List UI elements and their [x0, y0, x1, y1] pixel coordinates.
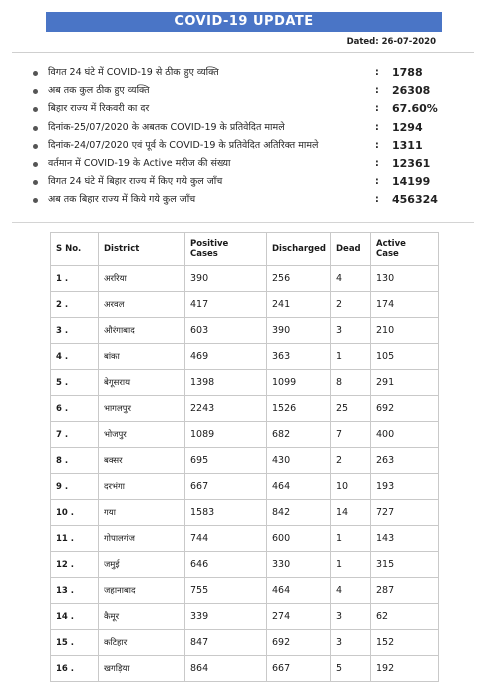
cell-discharged: 256 — [267, 266, 331, 292]
summary-colon: : — [375, 121, 379, 133]
cell-sno: 6 . — [51, 396, 99, 422]
cell-discharged: 464 — [267, 578, 331, 604]
cell-sno: 7 . — [51, 422, 99, 448]
table-body — [51, 266, 439, 682]
cell-positive: 1583 — [185, 500, 267, 526]
table-row — [51, 474, 439, 500]
summary-value: 1788 — [392, 66, 423, 79]
summary-item — [30, 64, 450, 82]
cell-active: 193 — [371, 474, 439, 500]
cell-active: 263 — [371, 448, 439, 474]
cell-active: 315 — [371, 552, 439, 578]
cell-dead: 8 — [331, 370, 371, 396]
table-row — [51, 630, 439, 656]
summary-item — [30, 82, 450, 100]
cell-positive: 1398 — [185, 370, 267, 396]
cell-district: बक्सर — [99, 448, 185, 474]
summary-colon: : — [375, 67, 379, 78]
table-row — [51, 448, 439, 474]
cell-discharged: 363 — [267, 344, 331, 370]
cell-dead: 25 — [331, 396, 371, 422]
cell-dead: 4 — [331, 578, 371, 604]
cell-dead: 3 — [331, 318, 371, 344]
cell-discharged: 241 — [267, 292, 331, 318]
cell-sno: 14 . — [51, 604, 99, 630]
cell-discharged: 842 — [267, 500, 331, 526]
table-row — [51, 344, 439, 370]
cell-active: 210 — [371, 318, 439, 344]
header-line: Cases — [190, 249, 218, 259]
cell-dead: 7 — [331, 422, 371, 448]
cell-discharged: 1099 — [267, 370, 331, 396]
table-row — [51, 578, 439, 604]
bullet-icon — [33, 198, 38, 203]
cell-positive: 864 — [185, 656, 267, 682]
cell-discharged: 330 — [267, 552, 331, 578]
cell-sno: 12 . — [51, 552, 99, 578]
summary-colon: : — [375, 194, 379, 206]
cell-district: औरंगाबाद — [99, 318, 185, 344]
summary-item — [30, 173, 450, 191]
cell-district: गया — [99, 500, 185, 526]
bullet-icon — [33, 162, 38, 167]
cell-positive: 469 — [185, 344, 267, 370]
summary-label: वर्तमान में COVID-19 के Active मरीज की संख्या — [48, 157, 231, 169]
district-table — [50, 232, 439, 682]
cell-dead: 1 — [331, 552, 371, 578]
cell-sno: 2 . — [51, 292, 99, 318]
summary-value: 12361 — [392, 156, 431, 170]
summary-item — [30, 137, 450, 155]
cell-discharged: 1526 — [267, 396, 331, 422]
bullet-icon — [33, 180, 38, 185]
summary-colon: : — [375, 157, 379, 169]
cell-positive: 603 — [185, 318, 267, 344]
column-header-district: District — [99, 233, 185, 266]
cell-active: 62 — [371, 604, 439, 630]
bullet-icon — [33, 89, 38, 94]
divider-middle — [12, 222, 474, 223]
cell-sno: 16 . — [51, 656, 99, 682]
cell-district: अररिया — [99, 266, 185, 292]
cell-sno: 5 . — [51, 370, 99, 396]
cell-district: बेगूसराय — [99, 370, 185, 396]
cell-active: 152 — [371, 630, 439, 656]
cell-active: 143 — [371, 526, 439, 552]
cell-positive: 667 — [185, 474, 267, 500]
column-header-positive — [185, 233, 267, 266]
divider-top — [12, 52, 474, 53]
dated-label: Dated: 26-07-2020 — [346, 37, 436, 47]
summary-item — [30, 155, 450, 173]
cell-discharged: 390 — [267, 318, 331, 344]
cell-district: खगड़िया — [99, 656, 185, 682]
cell-dead: 10 — [331, 474, 371, 500]
table-row — [51, 500, 439, 526]
cell-discharged: 682 — [267, 422, 331, 448]
cell-active: 291 — [371, 370, 439, 396]
cell-positive: 390 — [185, 266, 267, 292]
cell-sno: 9 . — [51, 474, 99, 500]
cell-positive: 744 — [185, 526, 267, 552]
summary-colon: : — [375, 85, 379, 97]
summary-item — [30, 191, 450, 209]
summary-value: 1311 — [392, 138, 423, 152]
column-header-discharged: Discharged — [267, 233, 331, 266]
cell-active: 727 — [371, 500, 439, 526]
cell-discharged: 667 — [267, 656, 331, 682]
cell-positive: 417 — [185, 292, 267, 318]
cell-active: 287 — [371, 578, 439, 604]
header-line: Active — [376, 239, 406, 249]
cell-discharged: 464 — [267, 474, 331, 500]
column-header-dead: Dead — [331, 233, 371, 266]
table-header-row — [51, 233, 439, 266]
summary-item — [30, 100, 450, 118]
summary-label: दिनांक-25/07/2020 के अबतक COVID-19 के प्रतिवेदित मामले — [48, 121, 285, 133]
summary-colon: : — [375, 139, 379, 151]
cell-active: 400 — [371, 422, 439, 448]
cell-positive: 339 — [185, 604, 267, 630]
summary-label: अब तक बिहार राज्य में किये गये कुल जाँच — [48, 194, 196, 206]
cell-sno: 1 . — [51, 266, 99, 292]
cell-sno: 4 . — [51, 344, 99, 370]
cell-district: कटिहार — [99, 630, 185, 656]
cell-sno: 10 . — [51, 500, 99, 526]
header-line: Positive — [190, 239, 229, 249]
cell-active: 174 — [371, 292, 439, 318]
bullet-icon — [33, 126, 38, 131]
cell-discharged: 274 — [267, 604, 331, 630]
cell-dead: 14 — [331, 500, 371, 526]
cell-positive: 847 — [185, 630, 267, 656]
cell-active: 130 — [371, 266, 439, 292]
cell-sno: 8 . — [51, 448, 99, 474]
table-row — [51, 396, 439, 422]
cell-dead: 2 — [331, 448, 371, 474]
summary-item — [30, 119, 450, 137]
cell-district: भोजपुर — [99, 422, 185, 448]
cell-district: भागलपुर — [99, 396, 185, 422]
cell-district: कैमूर — [99, 604, 185, 630]
cell-positive: 2243 — [185, 396, 267, 422]
cell-discharged: 600 — [267, 526, 331, 552]
bullet-icon — [33, 107, 38, 112]
cell-district: गोपालगंज — [99, 526, 185, 552]
cell-dead: 1 — [331, 344, 371, 370]
cell-positive: 646 — [185, 552, 267, 578]
cell-dead: 5 — [331, 656, 371, 682]
header-line: Case — [376, 249, 399, 259]
table-row — [51, 422, 439, 448]
cell-district: दरभंगा — [99, 474, 185, 500]
summary-label: अब तक कुल ठीक हुए व्यक्ति — [48, 85, 150, 97]
cell-dead: 3 — [331, 630, 371, 656]
cell-sno: 13 . — [51, 578, 99, 604]
summary-label: विगत 24 घंटे में COVID-19 से ठीक हुए व्यक्ति — [48, 67, 219, 78]
table-row — [51, 370, 439, 396]
bullet-icon — [33, 144, 38, 149]
summary-colon: : — [375, 103, 379, 115]
summary-label: दिनांक-24/07/2020 एवं पूर्व के COVID-19 के प्रतिवेदित अतिरिक्त मामले — [48, 139, 319, 151]
cell-active: 692 — [371, 396, 439, 422]
cell-positive: 755 — [185, 578, 267, 604]
summary-label: विगत 24 घंटे में बिहार राज्य में किए गये कुल जाँच — [48, 176, 223, 188]
table-row — [51, 656, 439, 682]
cell-discharged: 692 — [267, 630, 331, 656]
cell-district: बांका — [99, 344, 185, 370]
column-header-active — [371, 233, 439, 266]
cell-sno: 15 . — [51, 630, 99, 656]
table-row — [51, 526, 439, 552]
summary-colon: : — [375, 176, 379, 188]
summary-label: बिहार राज्य में रिकवरी का दर — [48, 103, 150, 115]
summary-value: 14199 — [392, 175, 431, 189]
summary-value: 67.60% — [392, 102, 438, 116]
cell-sno: 3 . — [51, 318, 99, 344]
summary-value: 26308 — [392, 84, 431, 98]
summary-value: 456324 — [392, 193, 438, 207]
cell-active: 192 — [371, 656, 439, 682]
cell-active: 105 — [371, 344, 439, 370]
cell-district: अरवल — [99, 292, 185, 318]
summary-list — [30, 64, 450, 210]
table-row — [51, 552, 439, 578]
table-row — [51, 292, 439, 318]
cell-positive: 695 — [185, 448, 267, 474]
table-row — [51, 266, 439, 292]
cell-district: जहानाबाद — [99, 578, 185, 604]
cell-sno: 11 . — [51, 526, 99, 552]
cell-dead: 1 — [331, 526, 371, 552]
table-row — [51, 318, 439, 344]
column-header-sno: S No. — [51, 233, 99, 266]
bullet-icon — [33, 71, 38, 76]
cell-dead: 4 — [331, 266, 371, 292]
table-row — [51, 604, 439, 630]
summary-value: 1294 — [392, 120, 423, 134]
cell-district: जमुई — [99, 552, 185, 578]
cell-dead: 3 — [331, 604, 371, 630]
cell-positive: 1089 — [185, 422, 267, 448]
cell-dead: 2 — [331, 292, 371, 318]
cell-discharged: 430 — [267, 448, 331, 474]
title-banner: COVID-19 UPDATE — [46, 12, 442, 32]
